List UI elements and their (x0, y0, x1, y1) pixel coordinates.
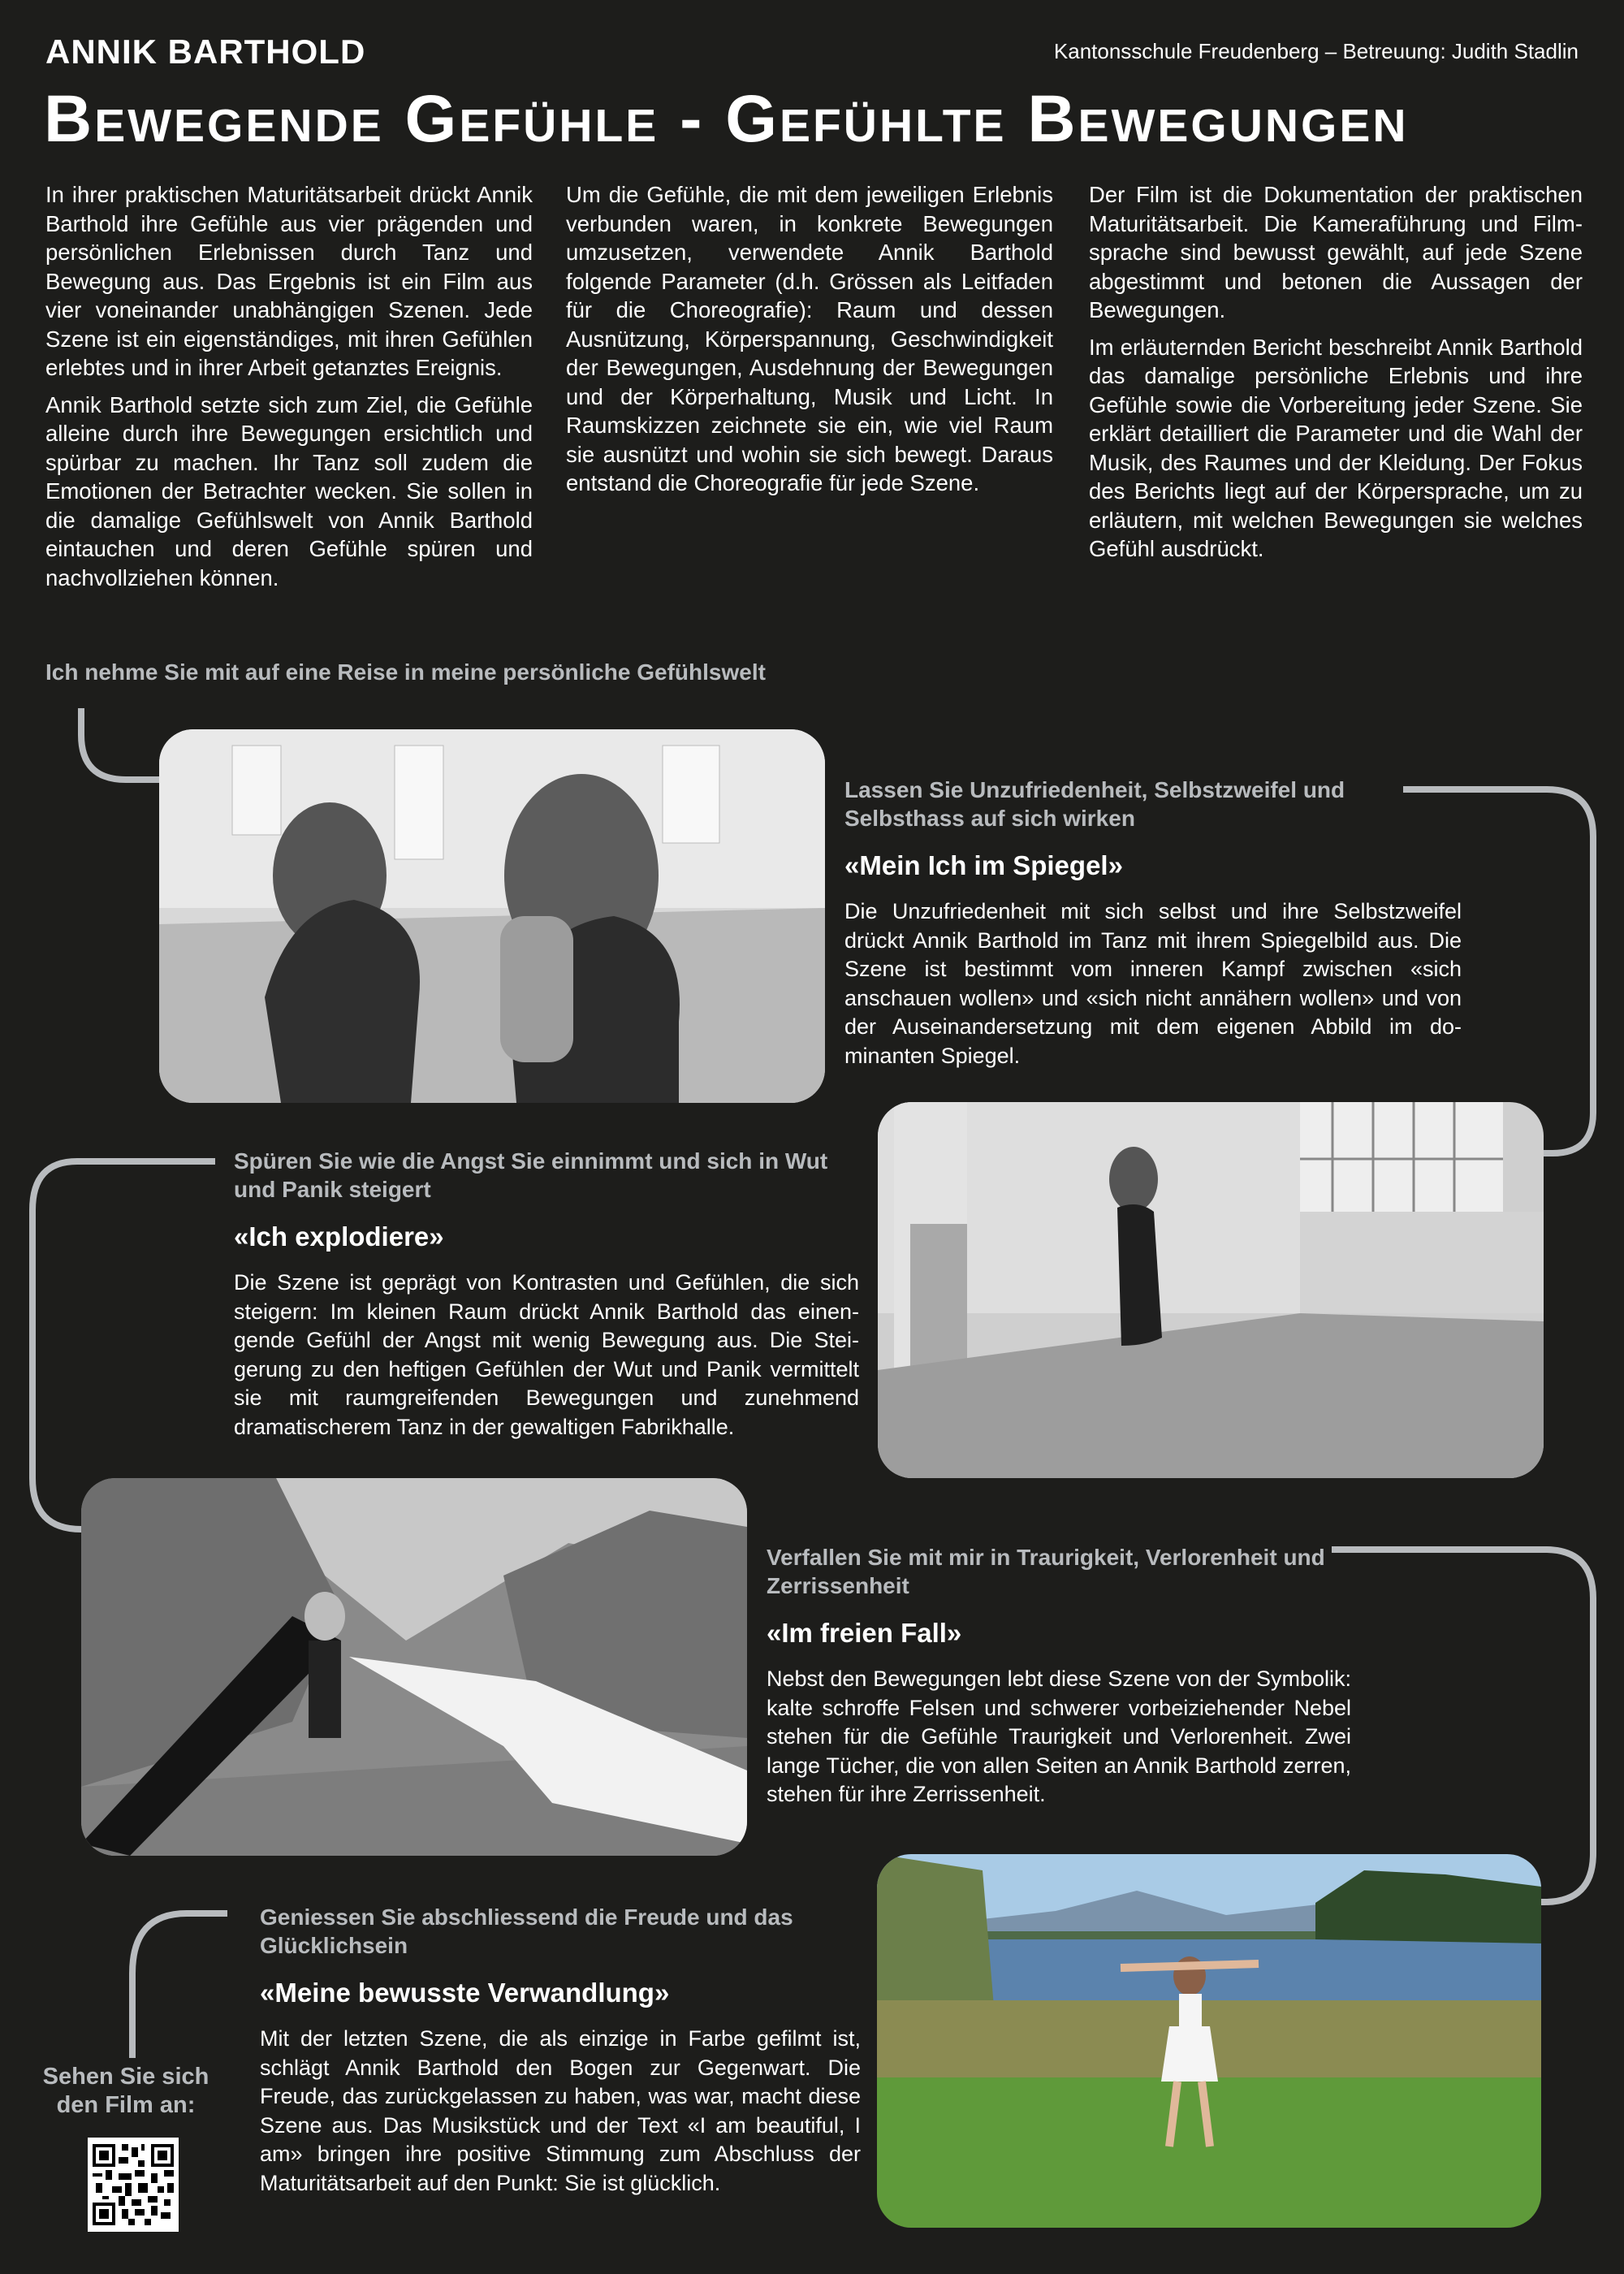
scene-lead: Geniessen Sie abschliessend die Freude und das Glücklichsein (260, 1904, 793, 1958)
intro-paragraph: Der Film ist die Dokumentation der praktischen Maturitätsarbeit. Die Kameraführung und Filmsprache sind bewusst gewählt, auf jede Szene abgestimmt und betonen die Aussagen der Bewegungen. (1089, 182, 1583, 322)
intro-paragraph: Um die Gefühle, die mit dem jeweiligen Erlebnis verbunden waren, in konkrete Bewegungen umzusetzen, verwendete Annik Barthold folgende Parameter (d.h. Grössen als Leitfaden für die Choreografie): Raum und dessen Ausnützung, Körperspannung, Geschwindigkeit der Bewegungen, Ausdehnung der Bewegungen und der Körperhaltung, Musik und Licht. In Raumskizzen zeichnete sie ein, wie viel Raum sie ausnützt und wohin sie sich bewegt. Daraus entstand die Choreografie für jede Szene. (566, 182, 1053, 495)
connector-line-4 (1332, 1550, 1593, 1902)
connector-line-3 (32, 1161, 215, 1529)
scene-name: «Meine bewusste Verwandlung» (260, 1978, 670, 2008)
intro-column-1 (45, 180, 533, 600)
scene-3 (767, 1543, 1351, 1809)
scene-description: Die Szene ist geprägt von Kontrasten und Gefühlen, die sich steigern: Im kleinen Raum drückt Annik Barthold das einengende Gefühl der Angst mit wenig Bewegung aus. Die Steigerung zu den heftigen Gefühlen der Wut und Panik vermittelt sie mit raumgreifenden Bewegungen und zunehmend dramatischerem Tanz in der gewaltigen Fabrikhalle. (234, 1270, 859, 1439)
watch-film-label: Sehen Sie sich den Film an: (42, 2064, 209, 2118)
scene-name: «Ich explodiere» (234, 1221, 444, 1252)
scene-name: «Mein Ich im Spiegel» (844, 850, 1123, 880)
scene-lead: Lassen Sie Unzufriedenheit, Selbstzweifel und Selbsthass auf sich wirken (844, 777, 1345, 831)
scene-lead: Verfallen Sie mit mir in Traurigkeit, Verlorenheit und Zerrissenheit (767, 1545, 1325, 1598)
journey-tagline: Ich nehme Sie mit auf eine Reise in meine persönliche Gefühlswelt (45, 659, 766, 685)
scene-name: «Im freien Fall» (767, 1618, 962, 1648)
author-name: ANNIK BARTHOLD (45, 32, 366, 71)
factory-hall-jump-photo (878, 1102, 1544, 1478)
intro-column-3 (1089, 180, 1583, 572)
connector-line-1 (81, 708, 159, 780)
scene-1 (844, 776, 1462, 1070)
connector-line-5 (132, 1913, 227, 2058)
lake-meadow-photo (877, 1854, 1541, 2228)
intro-paragraph: Annik Barthold setzte sich zum Ziel, die Gefühle alleine durch ihre Bewegungen ersichtlich und spürbar zu machen. Ihr Tanz soll zudem die Emotionen der Betrachter wecken. Sie sollen in die damalige Gefühlswelt von Annik Barthold eintauchen und deren Gefühle spüren und nachvollziehen können. (45, 391, 533, 590)
qr-code-icon[interactable] (88, 2138, 179, 2232)
intro-paragraph: Im erläuternden Bericht beschreibt Annik Barthold das damalige persönliche Erlebnis und ihre Gefühle sowie die Vorbereitung jeder Szene. Sie erklärt detailliert die Parameter und die Wahl der Musik, des Raumes und der Kleidung. Der Fokus des Berichts liegt auf der Körpersprache, um zu erläutern, mit welchen Bewegungen sie welches Gefühl ausdrückt. (1089, 334, 1583, 561)
school-supervisor: Kantonsschule Freudenberg – Betreuung: Judith Stadlin (1053, 39, 1579, 63)
mountain-cloths-photo (81, 1478, 747, 1856)
scene-lead: Spüren Sie wie die Angst Sie einnimmt und sich in Wut und Panik steigert (234, 1148, 828, 1202)
scene-4 (260, 1903, 861, 2198)
intro-column-2 (566, 180, 1053, 506)
scene-description: Mit der letzten Szene, die als einzige in Farbe gefilmt ist, schlägt Annik Barthold den Bogen zur Gegenwart. Die Freude, das zurückgelassen zu haben, was war, macht diese Szene aus. Das Musikstück und der Text «I am beautiful, I am» bringen ihre positive Stimmung zum Abschluss der Maturitätsarbeit auf den Punkt: Sie ist glücklich. (260, 2026, 861, 2195)
mirror-dance-photo (159, 729, 825, 1103)
scene-2 (234, 1147, 859, 1442)
scene-description: Nebst den Bewegungen lebt diese Szene von der Symbolik: kalte schroffe Felsen und schwerer vorbeiziehender Nebel stehen für die Gefühle Traurigkeit und Verlorenheit. Zwei lange Tücher, die von allen Seiten an Annik Barthold zerren, stehen für ihre Zerrissenheit. (767, 1667, 1351, 1806)
intro-paragraph: In ihrer praktischen Maturitätsarbeit drückt Annik Barthold ihre Gefühle aus vier prägenden und persönlichen Erlebnissen durch Tanz und Bewegung aus. Das Ergebnis ist ein Film aus vier voneinander unabhängigen Szenen. Jede Szene ist ein eigenständiges, mit ihren Gefühlen erlebtes und in ihrer Arbeit getanztes Ereignis. (45, 182, 533, 380)
page-title: Bewegende Gefühle - Gefühlte Bewegungen (44, 82, 1409, 156)
scene-description: Die Unzufriedenheit mit sich selbst und ihre Selbstzweifel drückt Annik Barthold im Tanz mit ihrem Spiegelbild aus. Die Szene ist bestimmt vom inneren Kampf zwischen «sich anschauen wollen» und «sich nicht annähern wollen» und von der Auseinandersetzung mit dem eigenen Abbild im dominanten Spiegel. (844, 899, 1462, 1068)
